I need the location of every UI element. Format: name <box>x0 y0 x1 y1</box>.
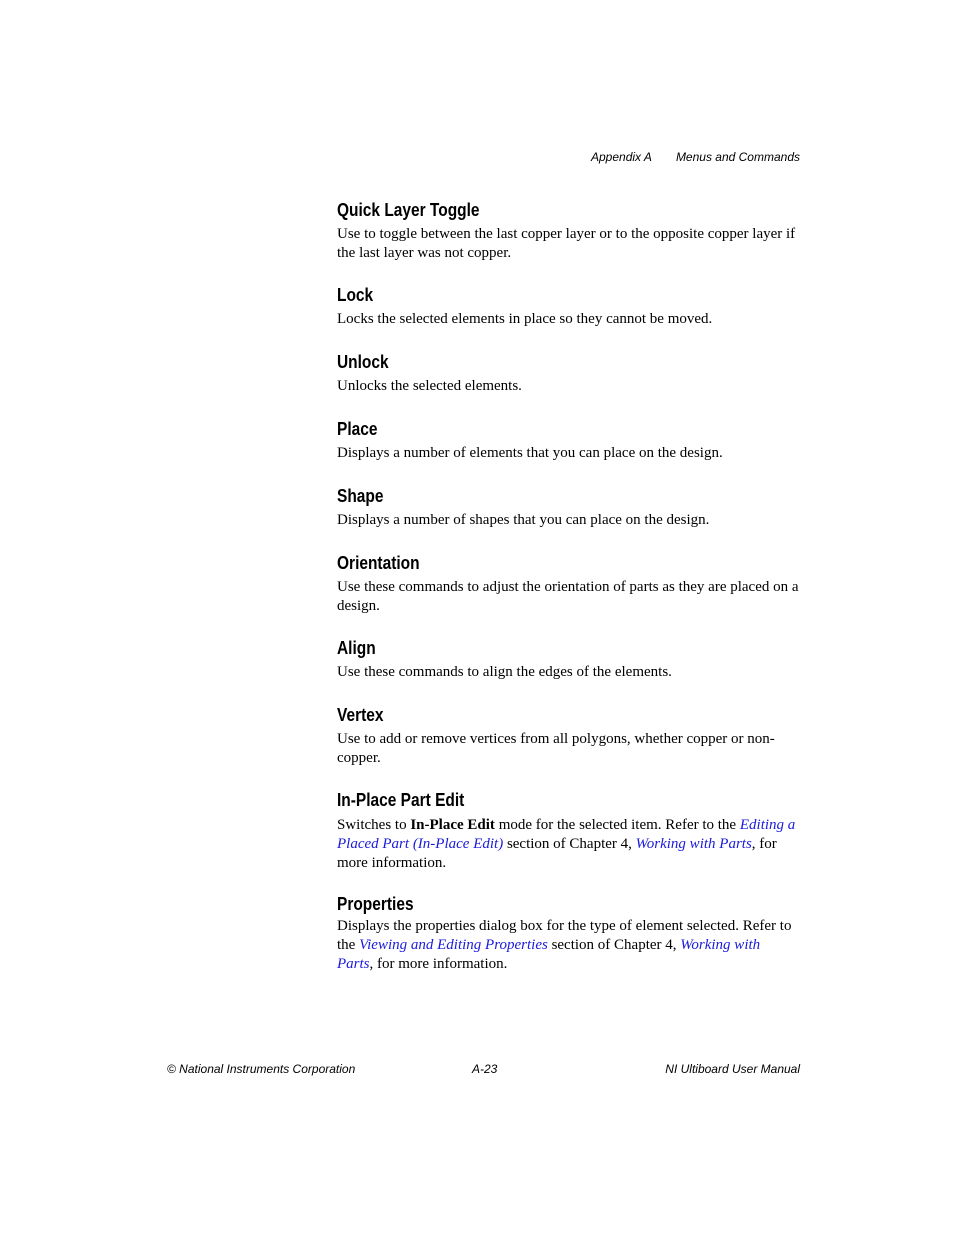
section-vertex <box>337 703 800 768</box>
section-title: Vertex <box>337 705 384 725</box>
header-chapter-title: Menus and Commands <box>675 150 800 164</box>
section-title: Orientation <box>337 553 420 573</box>
section-text: Use to toggle between the last copper layer or to the opposite copper layer if the last layer was not copper. <box>337 226 796 261</box>
section-text: Switches to In-Place Edit mode for the selected item. Refer to the Editing a Placed Part (In-Place Edit) section of Chapter 4, Working with Parts, for more information. <box>337 817 796 871</box>
footer-copyright: © National Instruments Corporation <box>167 1062 356 1076</box>
section-properties <box>337 892 800 974</box>
section-title: Shape <box>337 486 384 506</box>
section-quick-layer-toggle <box>337 198 800 263</box>
section-text: Displays a number of elements that you can place on the design. <box>337 445 723 461</box>
section-text: Use to add or remove vertices from all polygons, whether copper or non-copper. <box>337 731 775 766</box>
header-appendix: Appendix A <box>591 150 652 164</box>
section-title: Properties <box>337 894 414 914</box>
section-align <box>337 636 800 682</box>
link-working-with-parts[interactable]: Working with Parts <box>635 836 752 852</box>
footer-manual-title: NI Ultiboard User Manual <box>665 1062 800 1076</box>
section-orientation <box>337 551 800 616</box>
section-lock <box>337 283 800 329</box>
section-place <box>337 417 800 463</box>
page-content <box>337 198 800 974</box>
section-text: Displays a number of shapes that you can place on the design. <box>337 512 710 528</box>
section-text: Use these commands to adjust the orientation of parts as they are placed on a design. <box>337 579 799 614</box>
section-title: Align <box>337 638 376 658</box>
section-text: Unlocks the selected elements. <box>337 378 522 394</box>
section-title: Quick Layer Toggle <box>337 200 480 220</box>
section-in-place-part-edit <box>337 788 800 873</box>
section-unlock <box>337 350 800 396</box>
command-name: In-Place Edit <box>410 817 495 833</box>
section-title: Unlock <box>337 352 389 372</box>
link-editing-placed-part[interactable]: Editing a Placed Part (In-Place Edit) <box>337 817 796 852</box>
section-text: Use these commands to align the edges of the elements. <box>337 664 672 680</box>
link-viewing-editing-properties[interactable]: Viewing and Editing Properties <box>359 937 548 953</box>
link-working-with-parts[interactable]: Working with Parts <box>337 937 761 972</box>
section-title: Lock <box>337 285 374 305</box>
footer-page-number: A-23 <box>472 1062 498 1076</box>
section-title: In-Place Part Edit <box>337 790 465 810</box>
section-text: Displays the properties dialog box for the type of element selected. Refer to the Viewing and Editing Properties section of Chapter 4, Working with Parts, for more information. <box>337 918 792 972</box>
section-text: Locks the selected elements in place so they cannot be moved. <box>337 311 713 327</box>
running-header <box>591 150 800 164</box>
section-title: Place <box>337 419 378 439</box>
section-shape <box>337 484 800 530</box>
